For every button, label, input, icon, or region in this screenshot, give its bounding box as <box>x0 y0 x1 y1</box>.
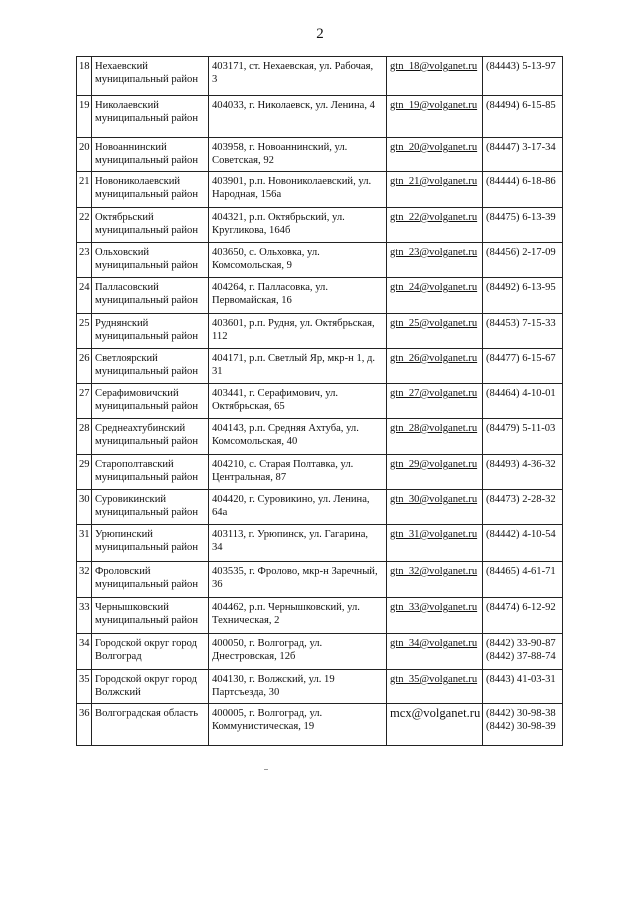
address-line: 403113, г. Урюпинск, ул. Гагарина, <box>212 529 369 540</box>
row-number: 19 <box>77 96 92 138</box>
email-cell <box>387 243 483 278</box>
postal-address <box>209 278 387 314</box>
table-row <box>77 278 563 314</box>
address-line: 403171, ст. Нехаевская, ул. Рабочая, <box>212 61 374 72</box>
district-name-line: муниципальный район <box>95 260 198 271</box>
address-line: Октябрьская, 65 <box>212 401 285 412</box>
table-row <box>77 172 563 208</box>
phone-number: (84475) 6-13-39 <box>486 212 556 223</box>
address-line: Кругликова, 164б <box>212 225 291 236</box>
district-name <box>92 598 209 634</box>
scan-mark <box>264 769 268 770</box>
contacts-table <box>76 56 563 746</box>
table-row <box>77 490 563 525</box>
postal-address <box>209 314 387 349</box>
district-name <box>92 670 209 704</box>
phone-number: (84493) 4-36-32 <box>486 459 556 470</box>
district-name-line: муниципальный район <box>95 225 198 236</box>
district-name-line: Волгоградская область <box>95 708 199 719</box>
email-link[interactable]: gtn_35@volganet.ru <box>390 674 478 685</box>
phone-number: (84492) 6-13-95 <box>486 282 556 293</box>
district-name-line: Октябрьский <box>95 212 154 223</box>
address-line: 31 <box>212 366 223 377</box>
email-cell <box>387 490 483 525</box>
phone-cell <box>483 598 563 634</box>
address-line: 3 <box>212 74 218 85</box>
email-link[interactable]: gtn_21@volganet.ru <box>390 176 478 187</box>
row-number: 31 <box>77 525 92 562</box>
postal-address <box>209 57 387 96</box>
table-row <box>77 419 563 455</box>
district-name-line: Палласовский <box>95 282 159 293</box>
email-link[interactable]: gtn_26@volganet.ru <box>390 353 478 364</box>
table-row <box>77 208 563 243</box>
row-number: 26 <box>77 349 92 384</box>
district-name-line: Фроловский <box>95 566 151 577</box>
email-cell <box>387 455 483 490</box>
district-name-line: муниципальный район <box>95 615 198 626</box>
district-name-line: муниципальный район <box>95 189 198 200</box>
email-link[interactable]: gtn_33@volganet.ru <box>390 602 478 613</box>
postal-address <box>209 138 387 172</box>
postal-address <box>209 208 387 243</box>
email-link[interactable]: gtn_22@volganet.ru <box>390 212 478 223</box>
email-cell <box>387 278 483 314</box>
address-line: 404143, р.п. Средняя Ахтуба, ул. <box>212 423 359 434</box>
district-name-line: муниципальный район <box>95 472 198 483</box>
phone-cell <box>483 208 563 243</box>
postal-address <box>209 562 387 598</box>
table-row <box>77 96 563 138</box>
row-number: 32 <box>77 562 92 598</box>
district-name-line: Руднянский <box>95 318 149 329</box>
district-name-line: Серафимовичский <box>95 388 179 399</box>
phone-number: (84456) 2-17-09 <box>486 247 556 258</box>
phone-cell <box>483 349 563 384</box>
phone-cell <box>483 562 563 598</box>
address-line: Днестровская, 12б <box>212 651 296 662</box>
address-line: 403535, г. Фролово, мкр-н Заречный, <box>212 566 378 577</box>
district-name-line: Старополтавский <box>95 459 174 470</box>
postal-address <box>209 172 387 208</box>
district-name <box>92 57 209 96</box>
phone-number: (8442) 37-88-74 <box>486 651 556 662</box>
email-link[interactable]: gtn_20@volganet.ru <box>390 142 478 153</box>
row-number: 27 <box>77 384 92 419</box>
postal-address <box>209 419 387 455</box>
phone-number: (84447) 3-17-34 <box>486 142 556 153</box>
district-name-line: Среднеахтубинский <box>95 423 186 434</box>
district-name-line: Волжский <box>95 687 141 698</box>
email-link[interactable]: gtn_18@volganet.ru <box>390 61 478 72</box>
district-name <box>92 384 209 419</box>
postal-address <box>209 490 387 525</box>
row-number: 22 <box>77 208 92 243</box>
phone-number: (8442) 33-90-87 <box>486 638 556 649</box>
email-link[interactable]: gtn_25@volganet.ru <box>390 318 478 329</box>
district-name <box>92 349 209 384</box>
table-row <box>77 243 563 278</box>
phone-number: (84442) 4-10-54 <box>486 529 556 540</box>
address-line: 34 <box>212 542 223 553</box>
address-line: Центральная, 87 <box>212 472 287 483</box>
district-name <box>92 208 209 243</box>
district-name-line: Суровикинский <box>95 494 167 505</box>
contacts-table-body <box>77 57 563 746</box>
phone-number: (84473) 2-28-32 <box>486 494 556 505</box>
district-name-line: Николаевский <box>95 100 159 111</box>
table-row <box>77 562 563 598</box>
district-name-line: муниципальный район <box>95 542 198 553</box>
phone-cell <box>483 172 563 208</box>
district-name-line: Новониколаевский <box>95 176 181 187</box>
email-link[interactable]: gtn_24@volganet.ru <box>390 282 478 293</box>
district-name <box>92 525 209 562</box>
email-link[interactable]: gtn_23@volganet.ru <box>390 247 478 258</box>
district-name-line: Городской округ город <box>95 638 198 649</box>
phone-number: (84444) 6-18-86 <box>486 176 556 187</box>
phone-number: (84474) 6-12-92 <box>486 602 556 613</box>
address-line: 404462, р.п. Чернышковский, ул. <box>212 602 360 613</box>
address-line: 403441, г. Серафимович, ул. <box>212 388 339 399</box>
address-line: 404321, р.п. Октябрьский, ул. <box>212 212 345 223</box>
email-cell <box>387 704 483 746</box>
postal-address <box>209 96 387 138</box>
address-line: 64а <box>212 507 228 518</box>
district-name-line: Светлоярский <box>95 353 158 364</box>
email-link[interactable]: gtn_29@volganet.ru <box>390 459 478 470</box>
row-number: 30 <box>77 490 92 525</box>
row-number: 29 <box>77 455 92 490</box>
phone-cell <box>483 243 563 278</box>
email-link[interactable]: gtn_28@volganet.ru <box>390 423 478 434</box>
email-cell <box>387 96 483 138</box>
row-number: 20 <box>77 138 92 172</box>
address-line: 403958, г. Новоаннинский, ул. <box>212 142 348 153</box>
address-line: 400050, г. Волгоград, ул. <box>212 638 323 649</box>
email-cell <box>387 670 483 704</box>
district-name-line: муниципальный район <box>95 507 198 518</box>
email-cell <box>387 562 483 598</box>
district-name-line: муниципальный район <box>95 295 198 306</box>
address-line: 112 <box>212 331 228 342</box>
phone-number: (84453) 7-15-33 <box>486 318 556 329</box>
row-number: 24 <box>77 278 92 314</box>
address-line: Первомайская, 16 <box>212 295 292 306</box>
phone-cell <box>483 57 563 96</box>
phone-cell <box>483 670 563 704</box>
table-row <box>77 349 563 384</box>
address-line: 404033, г. Николаевск, ул. Ленина, 4 <box>212 100 375 111</box>
district-name-line: муниципальный район <box>95 155 198 166</box>
row-number: 35 <box>77 670 92 704</box>
address-line: 403901, р.п. Новониколаевский, ул. <box>212 176 372 187</box>
page-number: 2 <box>316 26 324 42</box>
district-name-line: Урюпинский <box>95 529 153 540</box>
email-link[interactable]: mcx@volganet.ru <box>390 706 481 720</box>
district-name <box>92 278 209 314</box>
phone-number: (84465) 4-61-71 <box>486 566 556 577</box>
phone-cell <box>483 455 563 490</box>
email-cell <box>387 384 483 419</box>
row-number: 34 <box>77 634 92 670</box>
district-name <box>92 562 209 598</box>
district-name <box>92 96 209 138</box>
district-name-line: Волгоград <box>95 651 142 662</box>
district-name <box>92 490 209 525</box>
district-name-line: Городской округ город <box>95 674 198 685</box>
phone-number: (84464) 4-10-01 <box>486 388 556 399</box>
address-line: Техническая, 2 <box>212 615 280 626</box>
table-row <box>77 598 563 634</box>
postal-address <box>209 598 387 634</box>
district-name-line: Чернышковский <box>95 602 169 613</box>
email-cell <box>387 419 483 455</box>
table-row <box>77 704 563 746</box>
address-line: 404210, с. Старая Полтавка, ул. <box>212 459 354 470</box>
district-name-line: Новоаннинский <box>95 142 167 153</box>
email-cell <box>387 172 483 208</box>
district-name <box>92 455 209 490</box>
row-number: 33 <box>77 598 92 634</box>
postal-address <box>209 704 387 746</box>
address-line: Комсомольская, 9 <box>212 260 292 271</box>
row-number: 36 <box>77 704 92 746</box>
email-cell <box>387 208 483 243</box>
address-line: 403650, с. Ольховка, ул. <box>212 247 320 258</box>
district-name <box>92 704 209 746</box>
email-cell <box>387 57 483 96</box>
phone-number: (84443) 5-13-97 <box>486 61 556 72</box>
email-cell <box>387 634 483 670</box>
email-cell <box>387 138 483 172</box>
phone-cell <box>483 96 563 138</box>
phone-number: (84477) 6-15-67 <box>486 353 556 364</box>
table-row <box>77 57 563 96</box>
phone-cell <box>483 278 563 314</box>
district-name <box>92 138 209 172</box>
district-name <box>92 634 209 670</box>
district-name-line: муниципальный район <box>95 401 198 412</box>
table-row <box>77 384 563 419</box>
postal-address <box>209 455 387 490</box>
table-row <box>77 670 563 704</box>
address-line: 404130, г. Волжский, ул. 19 <box>212 674 335 685</box>
address-line: 36 <box>212 579 223 590</box>
address-line: 400005, г. Волгоград, ул. <box>212 708 323 719</box>
email-link[interactable]: gtn_19@volganet.ru <box>390 100 478 111</box>
district-name-line: муниципальный район <box>95 74 198 85</box>
row-number: 18 <box>77 57 92 96</box>
address-line: 404171, р.п. Светлый Яр, мкр-н 1, д. <box>212 353 376 364</box>
address-line: 403601, р.п. Рудня, ул. Октябрьская, <box>212 318 375 329</box>
table-row <box>77 314 563 349</box>
address-line: Комсомольская, 40 <box>212 436 298 447</box>
district-name-line: Ольховский <box>95 247 150 258</box>
email-cell <box>387 349 483 384</box>
email-link[interactable]: gtn_31@volganet.ru <box>390 529 478 540</box>
phone-cell <box>483 384 563 419</box>
email-link[interactable]: gtn_34@volganet.ru <box>390 638 478 649</box>
postal-address <box>209 349 387 384</box>
address-line: 404420, г. Суровикино, ул. Ленина, <box>212 494 370 505</box>
email-link[interactable]: gtn_32@volganet.ru <box>390 566 478 577</box>
email-link[interactable]: gtn_30@volganet.ru <box>390 494 478 505</box>
email-link[interactable]: gtn_27@volganet.ru <box>390 388 478 399</box>
table-row <box>77 525 563 562</box>
address-line: 404264, г. Палласовка, ул. <box>212 282 328 293</box>
postal-address <box>209 384 387 419</box>
postal-address <box>209 670 387 704</box>
email-cell <box>387 598 483 634</box>
row-number: 23 <box>77 243 92 278</box>
phone-cell <box>483 419 563 455</box>
district-name-line: муниципальный район <box>95 579 198 590</box>
district-name-line: Нехаевский <box>95 61 148 72</box>
postal-address <box>209 243 387 278</box>
phone-number: (84494) 6-15-85 <box>486 100 556 111</box>
postal-address <box>209 525 387 562</box>
email-cell <box>387 525 483 562</box>
address-line: Партсъезда, 30 <box>212 687 280 698</box>
address-line: Советская, 92 <box>212 155 274 166</box>
district-name-line: муниципальный район <box>95 331 198 342</box>
district-name <box>92 419 209 455</box>
district-name-line: муниципальный район <box>95 113 198 124</box>
postal-address <box>209 634 387 670</box>
district-name-line: муниципальный район <box>95 436 198 447</box>
phone-cell <box>483 138 563 172</box>
phone-cell <box>483 525 563 562</box>
phone-cell <box>483 704 563 746</box>
email-cell <box>387 314 483 349</box>
table-row <box>77 138 563 172</box>
table-row <box>77 455 563 490</box>
district-name-line: муниципальный район <box>95 366 198 377</box>
address-line: Народная, 156а <box>212 189 282 200</box>
phone-number: (8442) 30-98-39 <box>486 721 556 732</box>
district-name <box>92 172 209 208</box>
phone-number: (84479) 5-11-03 <box>486 423 556 434</box>
district-name <box>92 243 209 278</box>
phone-number: (8442) 30-98-38 <box>486 708 556 719</box>
row-number: 28 <box>77 419 92 455</box>
phone-cell <box>483 314 563 349</box>
address-line: Коммунистическая, 19 <box>212 721 315 732</box>
phone-cell <box>483 634 563 670</box>
row-number: 25 <box>77 314 92 349</box>
phone-cell <box>483 490 563 525</box>
district-name <box>92 314 209 349</box>
table-row <box>77 634 563 670</box>
row-number: 21 <box>77 172 92 208</box>
phone-number: (8443) 41-03-31 <box>486 674 556 685</box>
